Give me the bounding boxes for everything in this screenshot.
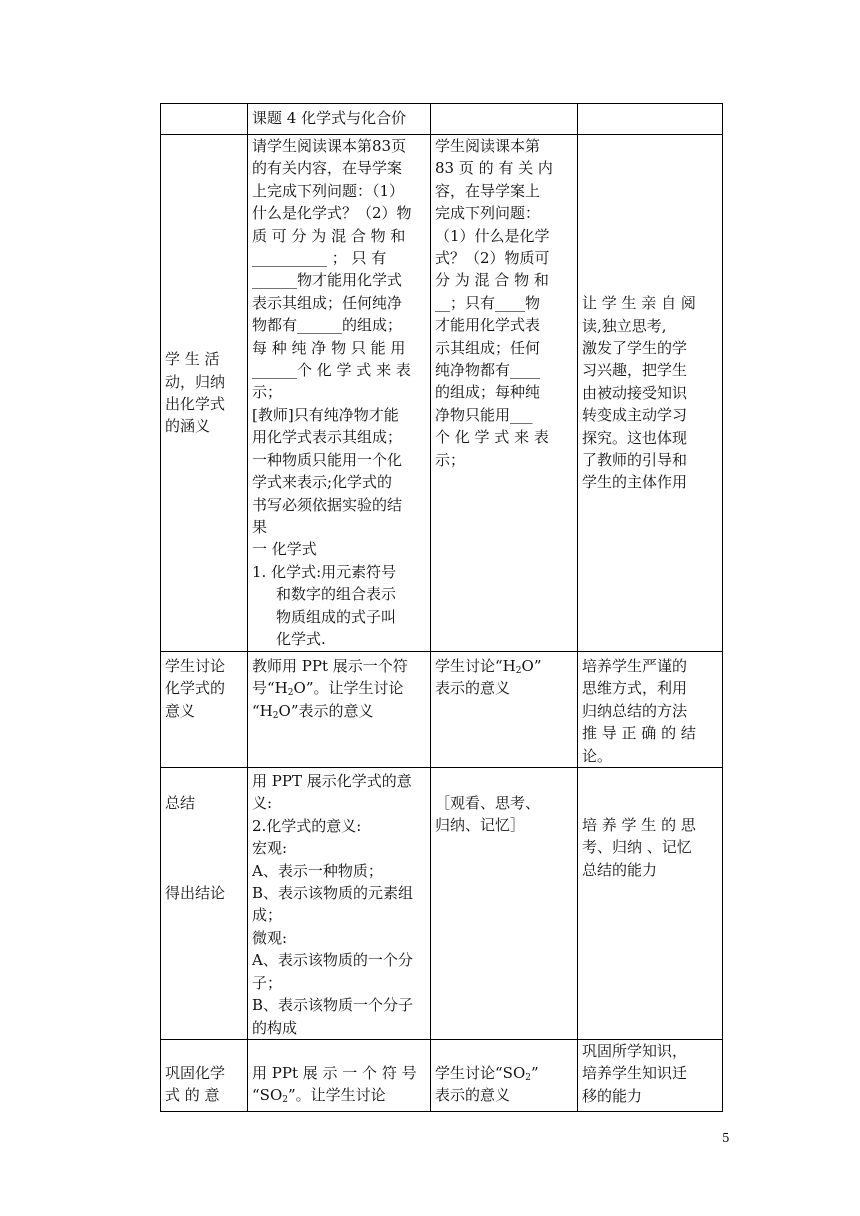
cell-line: 归纳总结的方法 bbox=[582, 701, 688, 720]
cell-line: 学生的主体作用 bbox=[582, 473, 688, 492]
table-cell bbox=[248, 104, 431, 135]
cell-line: （1）什么是化学 bbox=[435, 226, 550, 245]
cell-line: 1. 化学式:用元素符号 bbox=[252, 562, 397, 581]
cell-line: 用化学式表示其组成； bbox=[252, 428, 403, 447]
cell-line: B、表示该物质一个分子 bbox=[252, 996, 414, 1015]
cell-line: 总结的能力 bbox=[582, 860, 658, 879]
cell-line: 学生讨论“$H_2O$” bbox=[435, 657, 542, 676]
cell-line: 宏观: bbox=[252, 839, 288, 858]
cell-line: “$H_2O$”表示的意义 bbox=[252, 701, 374, 721]
cell-line: 用 PPt 展 示 一 个 符 号 bbox=[252, 1063, 417, 1082]
cell-line: 学生讨论 bbox=[165, 657, 226, 675]
cell-line: 物质组成的式子叫 bbox=[276, 607, 397, 626]
cell-line: 总结 bbox=[165, 794, 196, 813]
cell-line: 号“$H_2O$”。让学生讨论 bbox=[252, 679, 404, 699]
cell-line: 培养学生严谨的 bbox=[582, 657, 688, 675]
table-cell bbox=[431, 768, 578, 1040]
table-cell bbox=[578, 1039, 723, 1111]
cell-line: 巩固化学 bbox=[165, 1063, 226, 1082]
table-cell bbox=[161, 768, 248, 1040]
cell-line: 转变成主动学习 bbox=[582, 406, 688, 425]
cell-line: 质 可 分 为 混 合 物 和 bbox=[252, 226, 406, 245]
cell-line: 成； bbox=[252, 906, 283, 925]
cell-line: 课题 4 化学式与化合价 bbox=[252, 109, 407, 127]
table-cell bbox=[248, 135, 431, 652]
cell-line: 培养学生知识迁 bbox=[582, 1064, 688, 1083]
cell-line: 示； bbox=[435, 450, 466, 469]
cell-line: 83 页 的 有 关 内 bbox=[435, 159, 553, 178]
cell-line: 习兴趣，把学生 bbox=[582, 361, 688, 380]
cell-line: 由被动接受知识 bbox=[582, 383, 688, 402]
table-row bbox=[161, 1039, 723, 1111]
table-cell bbox=[248, 768, 431, 1040]
cell-line: 学 生 活 bbox=[165, 350, 220, 369]
table-cell bbox=[431, 1039, 578, 1111]
table-cell bbox=[431, 104, 578, 135]
section-heading: 一 化学式 bbox=[252, 540, 317, 559]
cell-line: 巩固所学知识， bbox=[582, 1041, 688, 1060]
cell-line: 了教师的引导和 bbox=[582, 451, 688, 470]
table-cell bbox=[161, 104, 248, 135]
cell-line: 分 为 混 合 物 和 bbox=[435, 271, 549, 290]
cell-line: 教师用 PPt 展示一个符 bbox=[252, 657, 408, 675]
cell-line: 的构成 bbox=[252, 1018, 298, 1037]
cell-line: 用 PPT 展示化学式的意 bbox=[252, 772, 412, 791]
cell-line: 学式来表示;化学式的 bbox=[252, 473, 393, 492]
cell-line: ______个 化 学 式 来 表 bbox=[252, 361, 411, 380]
table-cell bbox=[431, 652, 578, 768]
cell-line: 得出结论 bbox=[165, 883, 226, 902]
cell-line: 微观: bbox=[252, 928, 288, 947]
cell-line: 才能用化学式表 bbox=[435, 316, 541, 335]
cell-line: A、表示该物质的一个分 bbox=[252, 951, 413, 970]
cell-line: 书写必须依据实验的结 bbox=[252, 495, 403, 514]
cell-line: 激发了学生的学 bbox=[582, 338, 688, 357]
cell-line: 的组成；每种纯 bbox=[435, 383, 541, 402]
cell-line: 思维方式，利用 bbox=[582, 679, 688, 698]
cell-line: 移的能力 bbox=[582, 1086, 643, 1105]
cell-line: 表示的意义 bbox=[435, 1086, 511, 1105]
cell-line: 容，在导学案上 bbox=[435, 181, 541, 200]
cell-line: 和数字的组合表示 bbox=[276, 585, 397, 604]
cell-line: 的涵义 bbox=[165, 417, 211, 436]
cell-line: 果 bbox=[252, 517, 268, 536]
cell-line: 示； bbox=[252, 383, 283, 402]
page-number: 5 bbox=[722, 1131, 730, 1145]
cell-line: 完成下列问题： bbox=[435, 204, 541, 223]
cell-line: 物都有______的组成； bbox=[252, 316, 403, 335]
cell-line: 式 的 意 bbox=[165, 1086, 220, 1105]
cell-line: 表示其组成；任何纯净 bbox=[252, 293, 403, 312]
table-row bbox=[161, 135, 723, 652]
table-cell bbox=[431, 135, 578, 652]
cell-line: 动，归纳 bbox=[165, 372, 226, 391]
table-cell bbox=[578, 768, 723, 1040]
cell-line: 示其组成；任何 bbox=[435, 338, 541, 357]
table-cell bbox=[161, 652, 248, 768]
cell-line: 个 化 学 式 来 表 bbox=[435, 428, 549, 447]
table-row bbox=[161, 652, 723, 768]
cell-line: 意义 bbox=[165, 701, 196, 720]
cell-line: 子； bbox=[252, 973, 283, 992]
cell-line: 上完成下列问题：（1） bbox=[252, 181, 405, 200]
cell-line: 一种物质只能用一个化 bbox=[252, 450, 403, 469]
table-row bbox=[161, 104, 723, 135]
table-cell bbox=[578, 652, 723, 768]
table-cell bbox=[248, 652, 431, 768]
cell-line: __；只有____物 bbox=[435, 293, 541, 312]
cell-line: “$SO_2$”。让学生讨论 bbox=[252, 1086, 386, 1106]
cell-line: 纯净物都有____ bbox=[435, 361, 541, 380]
cell-line: 出化学式 bbox=[165, 395, 226, 413]
cell-line: 请学生阅读课本第83页 bbox=[252, 137, 407, 155]
cell-line: 学生阅读课本第 bbox=[435, 137, 541, 155]
table-cell bbox=[161, 135, 248, 652]
cell-line: B、表示该物质的元素组 bbox=[252, 884, 414, 903]
cell-line: ［观看、思考、 bbox=[435, 794, 541, 813]
cell-line: 学生讨论“$SO_2$” bbox=[435, 1063, 539, 1083]
cell-line: 读,独立思考, bbox=[582, 316, 667, 335]
table-row bbox=[161, 768, 723, 1040]
cell-line: 让 学 生 亲 自 阅 bbox=[582, 294, 696, 313]
cell-line: 每 种 纯 净 物 只 能 用 bbox=[252, 338, 406, 357]
table-cell bbox=[578, 104, 723, 135]
table-cell bbox=[248, 1039, 431, 1111]
table-cell bbox=[161, 1039, 248, 1111]
cell-line: 探究。这也体现 bbox=[582, 428, 688, 447]
cell-line: 考、归纳 、记忆 bbox=[582, 838, 692, 857]
cell-line: 化学式的 bbox=[165, 679, 226, 698]
cell-line: 式？（2）物质可 bbox=[435, 249, 550, 268]
cell-line: __________ ； 只 有 bbox=[252, 249, 387, 268]
cell-line: 净物只能用___ bbox=[435, 405, 533, 424]
cell-line: ______物才能用化学式 bbox=[252, 271, 403, 290]
cell-line: [教师]只有纯净物才能 bbox=[252, 405, 399, 424]
cell-line: 表示的意义 bbox=[435, 679, 511, 698]
cell-line: 归纳、记忆］ bbox=[435, 816, 526, 835]
cell-line: A、表示一种物质； bbox=[252, 861, 383, 880]
cell-line: 化学式. bbox=[276, 629, 326, 648]
cell-line: 义: bbox=[252, 794, 273, 813]
table-cell bbox=[578, 135, 723, 652]
cell-line: 推 导 正 确 的 结 bbox=[582, 724, 696, 743]
lesson-plan-table bbox=[160, 103, 723, 1112]
cell-line: 2.化学式的意义: bbox=[252, 816, 362, 835]
cell-line: 培 养 学 生 的 思 bbox=[582, 816, 696, 835]
cell-line: 的有关内容，在导学案 bbox=[252, 159, 403, 178]
cell-line: 论。 bbox=[582, 746, 613, 765]
cell-line: 什么是化学式？（2）物 bbox=[252, 204, 412, 223]
